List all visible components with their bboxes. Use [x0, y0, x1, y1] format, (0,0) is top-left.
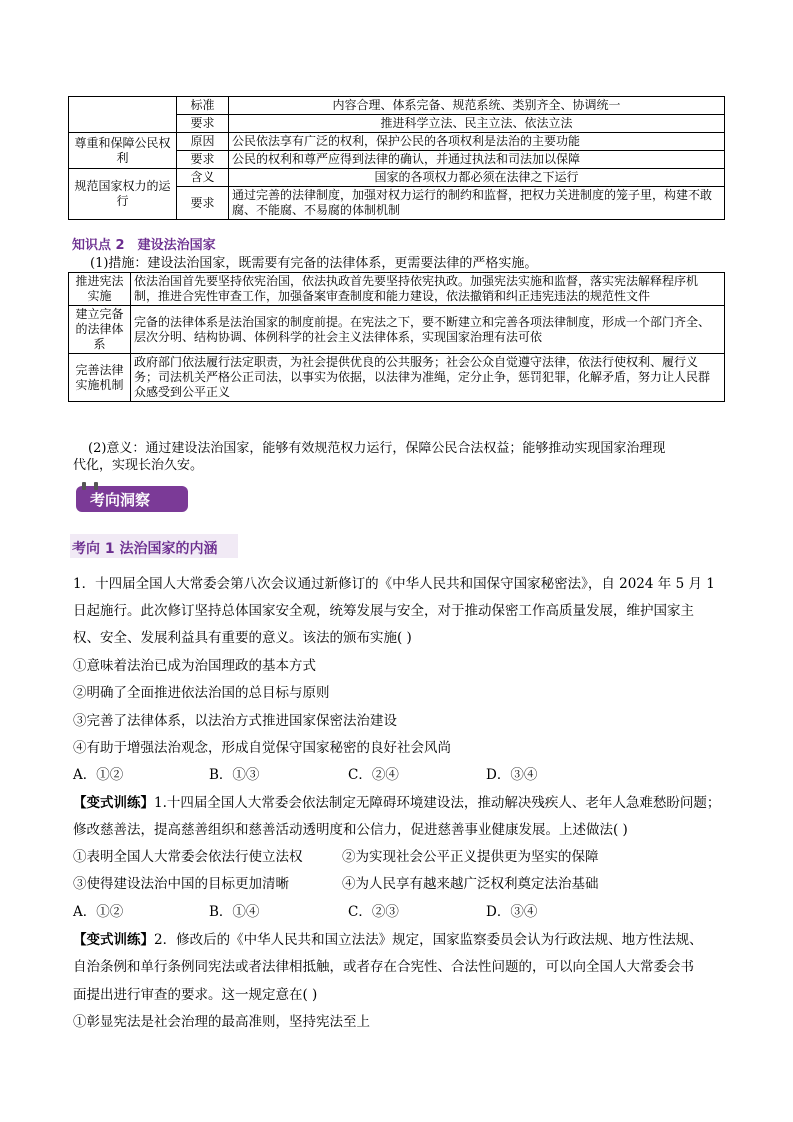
row-content: 依法治国首先要坚持依宪治国，依法执政首先要坚持依宪执政。加强宪法实施和监督，落实宪法解释程序机制，推进合宪性审查工作，加强备案审查制度和能力建设，依法撤销和纠正违宪违法的规范性文件: [131, 273, 725, 306]
q1-option: ②明确了全面推进依法治国的总目标与原则: [73, 685, 330, 701]
row-label: 推进宪法实施: [69, 273, 131, 306]
v1-line-1: [73, 791, 720, 811]
q1-choice-b[interactable]: B．①③: [209, 767, 260, 783]
row-label: 建立完备的法律体系: [69, 306, 131, 354]
q1-option: ④有助于增强法治观念，形成自觉保守国家秘密的良好社会风尚: [73, 740, 451, 756]
v1-option: ③使得建设法治中国的目标更加清晰: [73, 876, 289, 892]
variant-tag: 【变式训练】: [73, 932, 154, 948]
row-content: 推进科学立法、民主立法、依法立法: [229, 115, 725, 133]
row-label: 完善法律实施机制: [69, 354, 131, 402]
measures-text: (1)措施：建设法治国家，既需要有完备的法律体系，更需要法律的严格实施。: [90, 256, 538, 271]
significance-line-1: (2)意义：通过建设法治国家，能够有效规范权力运行，保障公民合法权益；能够推动实现国家治理现: [88, 441, 666, 456]
row-label: 原因: [177, 133, 229, 151]
v1-choice-b[interactable]: B．①④: [209, 904, 260, 920]
table-group-cell: 规范国家权力的运行: [69, 169, 177, 220]
v2-line: 自治条例和单行条例同宪法或者法律相抵触，或者存在合宪性、合法性问题的，可以向全国人大常委会书: [73, 959, 694, 975]
row-label: 要求: [177, 151, 229, 169]
row-content: 公民的权利和尊严应得到法律的确认，并通过执法和司法加以保障: [229, 151, 725, 169]
v1-option: ②为实现社会公平正义提供更为坚实的保障: [342, 849, 599, 865]
row-content: 公民依法享有广泛的权利，保护公民的各项权利是法治的主要功能: [229, 133, 725, 151]
q1-choice-d[interactable]: D．③④: [486, 767, 538, 783]
section-title: 知识点 2 建设法治国家: [72, 238, 216, 253]
row-content: 完备的法律体系是法治国家的制度前提。在宪法之下，要不断建立和完善各项法律制度，形成一个部门齐全、层次分明、结构协调、体例科学的社会主义法律体系，实现国家治理有法可依: [131, 306, 725, 354]
v1-option: ①表明全国人大常委会依法行使立法权: [73, 849, 303, 865]
q1-choice-a[interactable]: A．①②: [73, 767, 124, 783]
v1-choice-c[interactable]: C．②③: [348, 904, 399, 920]
row-content: 政府部门依法履行法定职责，为社会提供优良的公共服务；社会公众自觉遵守法律，依法行使权利、履行义务；司法机关严格公正司法，以事实为依据，以法律为准绳，定分止争，惩罚犯罪，化解矛盾，努力让人民群众感受到公平正义: [131, 354, 725, 402]
badge-label: 考向洞察: [90, 491, 151, 509]
q1-line: 日起施行。此次修订坚持总体国家安全观，统筹发展与安全，对于推动保密工作高质量发展，维护国家主: [73, 603, 694, 619]
v2-text: 2．修改后的《中华人民共和国立法法》规定，国家监察委员会认为行政法规、地方性法规、: [154, 932, 703, 948]
v1-text: 1.十四届全国人大常委会依法制定无障碍环境建设法，推动解决残疾人、老年人急难愁盼问题；: [154, 795, 721, 811]
table-row: [69, 273, 725, 306]
row-label: 要求: [177, 115, 229, 133]
direction-title: 考向 1 法治国家的内涵: [72, 541, 218, 557]
row-content: 国家的各项权力都必须在法律之下运行: [229, 169, 725, 187]
v1-option: ④为人民享有越来越广泛权利奠定法治基础: [342, 876, 599, 892]
table-group-cell: [69, 97, 177, 133]
row-label: 标准: [177, 97, 229, 115]
v2-line: 面提出进行审查的要求。这一规定意在( ): [73, 987, 318, 1003]
table-group-cell: 尊重和保障公民权利: [69, 133, 177, 169]
v1-choice-a[interactable]: A．①②: [73, 904, 124, 920]
table-row: [69, 97, 725, 115]
row-content: 内容合理、体系完备、规范系统、类别齐全、协调统一: [229, 97, 725, 115]
v2-line-1: [73, 928, 703, 948]
table-row: [69, 354, 725, 402]
row-label: 要求: [177, 187, 229, 220]
table-row: [69, 306, 725, 354]
variant-tag: 【变式训练】: [73, 795, 154, 811]
row-label: 含义: [177, 169, 229, 187]
v2-option: ①彰显宪法是社会治理的最高准则，坚持宪法至上: [73, 1014, 370, 1030]
table-row: [69, 133, 725, 151]
q1-line: 权、安全、发展利益具有重要的意义。该法的颁布实施( ): [73, 630, 412, 646]
q1-option: ①意味着法治已成为治国理政的基本方式: [73, 658, 316, 674]
significance-line-2: 代化，实现长治久安。: [73, 458, 204, 473]
q1-line: 1．十四届全国人大常委会第八次会议通过新修订的《中华人民共和国保守国家秘密法》，自 2024 年 5 月 1: [73, 576, 715, 592]
table-row: [69, 169, 725, 187]
v1-line: 修改慈善法，提高慈善组织和慈善活动透明度和公信力，促进慈善事业健康发展。上述做法( ): [73, 822, 628, 838]
q1-choice-c[interactable]: C．②④: [348, 767, 399, 783]
q1-option: ③完善了法律体系，以法治方式推进国家保密法治建设: [73, 713, 397, 729]
v1-choice-d[interactable]: D．③④: [486, 904, 538, 920]
law-system-table: [68, 96, 725, 220]
row-content: 通过完善的法律制度，加强对权力运行的制约和监督，把权力关进制度的笼子里，构建不敢腐、不能腐、不易腐的体制机制: [229, 187, 725, 220]
exam-insight-badge: [76, 482, 192, 514]
rule-of-law-table: [68, 272, 725, 402]
